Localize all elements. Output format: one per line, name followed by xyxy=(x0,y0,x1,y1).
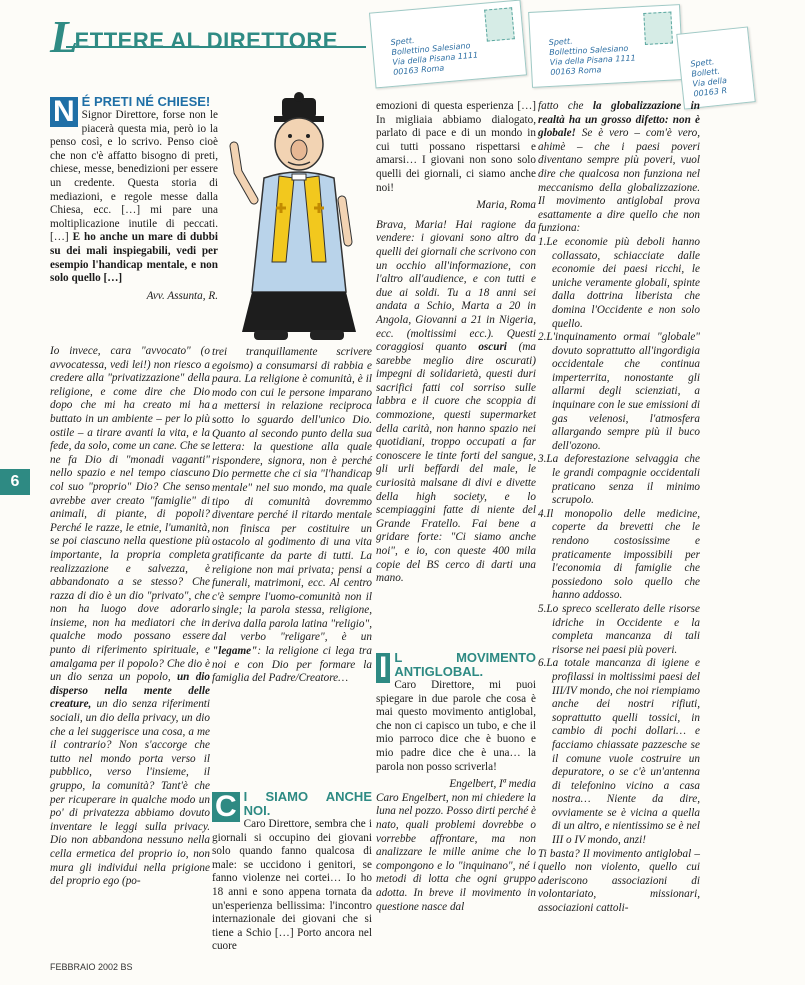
envelope-illustration xyxy=(369,0,527,88)
dropcap: I xyxy=(376,653,390,683)
list-item: 4.Il monopolio delle medicine, coperte da brevetti che le rendono costosissime e praticamente impossibili per l'economia di famiglie che possiedono solo quello che hanno addosso. xyxy=(538,507,700,602)
list-item: 5.Lo spreco scellerato delle risorse idriche in Occidente e la completa mancanza di tali risorse nei paesi più poveri. xyxy=(538,602,700,656)
letter-second-cont xyxy=(376,100,536,586)
reply-text: un dio senza riferimenti sociali, un dio della privacy, un dio che a lei suggerisce una cosa, a me il contrario? Non s'accorge che tutto nel mondo porta verso il pubblico, verso l'insieme, il gruppo, la comunità? Tant'è che per ricuperare in qualche modo un po' di privatezza abbiamo dovuto inventare le leggi sulla privacy. Dio non abbandona nessuno nella cella ermetica del proprio io, non mura gli individui nella prigione del proprio ego (po- xyxy=(50,698,211,888)
letter-body: emozioni di questa esperienza […] In migliaia abbiamo dialogato, parlato di pace e di un mondo in cui tutti possano rispettarsi e amarsi… I giovani non sono solo quelli dei giornali, ci siamo anche noi! xyxy=(376,100,536,194)
letter-body: Caro Direttore, mi puoi spiegare in due parole che cosa è mai questo movimento antiglobal, che non ci capisco un tubo, e che il mio parroco dice che è buono e mio padre dice che è una… la parola non posso scriverla! xyxy=(376,679,536,773)
letter-body: Caro Direttore, sembra che i giornali si occupino dei giovani solo quando fanno qualcosa di male: se uccidono i genitori, se fanno violenze nei cortei… Io ho 18 anni e sono appena tornata da un'esperienza bellissima: l'incontro internazionale dei giovani che si tiene a Schio […] Porto ancora nel cuore xyxy=(212,818,372,953)
envelope-address: Spett. Bollett. Via della 00163 R xyxy=(689,57,728,99)
letter-headline: I SIAMO ANCHE NOI. xyxy=(243,789,372,818)
dropcap: C xyxy=(212,792,240,822)
reply-closing: Ti basta? Il movimento antiglobal – quello non violento, quello cui aderiscono associazioni di volontariato, missionari, associazioni cattoli- xyxy=(538,847,700,915)
letter-third xyxy=(376,651,536,914)
list-item: 2.L'inquinamento ormai "globale" dovuto soprattutto all'ingordigia occidentale che continua imperterrita, nonostante gli allarmi degli scienziati, a inquinare con le sue emissioni di gas velenosi, l'atmosfera allargando sempre più il buco dell'ozono. xyxy=(538,331,700,452)
reply-text-bold: un dio disperso nella mente delle creature, xyxy=(50,671,211,711)
letter-body-bold: E ho anche un mare di dubbi su dei mali inspiegabili, vedi per esempio l'handicap mentale, e non solo quello […] xyxy=(50,231,218,285)
page-number-tab: 6 xyxy=(0,469,30,495)
reply-text: Se è vero – com'è vero, ahimè – che i paesi poveri diventano sempre più poveri, vuol dire che qualcosa non funziona nel meccanismo della globalizzazione. Il movimento antiglobal prova esattamente a dire quello che non funziona: xyxy=(538,127,700,235)
reply-text-bold: oscuri xyxy=(478,341,507,354)
letter-signature: Maria, Roma xyxy=(476,199,536,212)
letter-headline: L MOVIMENTO ANTIGLOBAL. xyxy=(394,650,536,679)
reply-text-bold: "legame" xyxy=(212,645,258,658)
section-title-initial: L xyxy=(50,11,79,62)
reply-text: Brava, Maria! Hai ragione da vendere: i giovani sono altro da quelli dei giornali che scrivono con un occhio all'informazione, con l'altro all'audience, e con tutti e due ai soldi. Tu a 18 anni sei andata a Schio, Marta a 20 in Angola, Giovanni a 21 in Nigeria, ecc. (moltissimi ecc.). Questi coraggiosi quanto xyxy=(376,218,536,354)
priest-illustration xyxy=(224,92,374,342)
letter-headline: É PRETI NÉ CHIESE! xyxy=(81,94,211,109)
list-item: 3.La deforestazione selvaggia che le grandi compagnie occidentali praticano senza il minimo scrupolo. xyxy=(538,453,700,507)
letter-second xyxy=(212,790,372,954)
letter-body: Signor Direttore, forse non le piacerà questa mia, però io la penso così, e lo scrivo. Penso cioè che non c'è affatto bisogno di preti, chiese, messe, benedizioni per essere un credente. Questa storia di mediazioni, e regole messe dalla Chiesa, ecc. […] mi pare una moltiplicazione inutile di peccati. […] xyxy=(50,109,218,244)
letter-first xyxy=(50,95,218,303)
list-item: 1.Le economie più deboli hanno collassato, schiacciate dalle economie dei paesi ricchi, le uniche veramente globali, spinte dalla dottrina liberista che domina l'Occidente e non solo quello. xyxy=(538,235,700,330)
reply-text: Io invece, cara "avvocato" (o avvocatessa, vedi lei!) non riesco a credere alla "privatizzazione" della religione, e come dire che Dio dopo che mi ha creato mi ha buttato in un ambiente – per lo più ostile – a tirare avanti la vita, e la fede, da solo, come un cane. Che se ne fa Dio di "monadi vaganti" nello spazio e nel tempo ciascuno col suo "proprio" Dio? Che senso avrebbe aver creato "famiglie" di animali, di piante, di popoli? Perché le razze, le etnie, l'umanità, se poi ciascuno nella questione più importante, la propria completa realizzazione e salvezza, è abbandonato a se stesso? Che razza di dio è un dio "privato", che non ha luogo dove adorarlo insieme, non ha mediatori che in qualche modo possano essere punto di riferimento spirituale, e amalgama per il popolo? Che dio è un dio senza un popolo, xyxy=(50,345,210,684)
dropcap: N xyxy=(50,97,78,127)
reply-text: fatto che xyxy=(538,100,584,112)
reply-text-bold: la globalizzazione in realtà ha un grosso difetto: non è globale! xyxy=(538,100,701,140)
footer-issue: FEBBRAIO 2002 BS xyxy=(50,962,133,972)
reply-first-part1 xyxy=(50,345,210,889)
list-item: 6.La totale mancanza di igiene e profilassi in moltissimi paesi del III/IV mondo, che noi riempiamo anche dei nostri rifiuti, soprattutto quelli tossici, in cambio di pochi dollari… e facciamo chiassate pazzesche se il comune vuole costruire un depuratore, o se c'è un'antenna di telefonino vicino a casa nostra… Niente da dire, ovviamente se è vicina a quella di un altro, e nientissimo se è nel III o IV mondo, anzi! xyxy=(538,657,700,847)
letter-signature: Engelbert, Iª media xyxy=(449,778,536,791)
section-title xyxy=(50,10,380,60)
reply-text: Caro Engelbert, non mi chiedere la luna nel pozzo. Posso dirti perché è nato, quali problemi dovrebbe o vorrebbe affrontare, ma non analizzare le mille anime che lo compongono e lo "inquinano", né i metodi di lotta che ogni gruppo adotta. In breve il movimento in questione nasce dal xyxy=(376,791,536,913)
reply-text: : la religione ci lega tra noi e con Dio per formare la famiglia del Padre/Creatore… xyxy=(212,645,372,685)
reply-text: (ma sarebbe meglio dire oscurati) impegni di solidarietà, questi duri sacrifici fatti col sorriso sulle labbra e il cuore che scoppia di commozione, questi supermarket della carità, non hanno spazio nei quotidiani, troppo occupati a far conoscere le tinte forti del sangue, gli urli beffardi del male, le curiosità malsane di divi e divette della high society, e lo scempiaggini fatte di niente del Grande Fratello. Fai bene a gridare forte: "Ci siamo anche noi", e io, con queste 400 mila copie del BS cerco di darti una mano. xyxy=(376,341,537,585)
letter-signature: Avv. Assunta, R. xyxy=(146,289,218,302)
envelope-illustration xyxy=(528,4,684,88)
envelope-address: Spett. Bollettino Salesiano Via della Pisana 1111 00163 Roma xyxy=(548,36,636,77)
section-title-rest: ETTERE AL DIRETTORE xyxy=(74,28,338,53)
envelope-address: Spett. Bollettino Salesiano Via della Pisana 1111 00163 Roma xyxy=(390,35,479,77)
reply-first-part2 xyxy=(212,346,372,686)
reply-third-cont xyxy=(538,100,700,916)
reply-text: trei tranquillamente scrivere egoismo) a consumarsi di rabbia e paura. La religione è comunità, è il modo con cui le persone imparano a mettersi in relazione reciproca sotto lo sguardo dell'unico Dio. Quanto al secondo punto della sua lettera: la questione alla quale rispondere, signora, non è perché Dio permette che ci sia "l'handicap mentale" nel suo mondo, ma quale tipo di comunità dovremmo diventare perché il ritardo mentale non finisca per costituire un ostacolo al godimento di una vita gratificante da parte di tutti. La religione non mai privata; pensi a funerali, matrimoni, ecc. Al centro c'è sempre l'uomo-comunità non il single; la parola stessa, religione, deriva dalla parola latina "religio", dal verbo "religare", è un xyxy=(212,346,372,644)
envelope-illustration xyxy=(676,26,756,109)
reply-second xyxy=(376,219,536,586)
